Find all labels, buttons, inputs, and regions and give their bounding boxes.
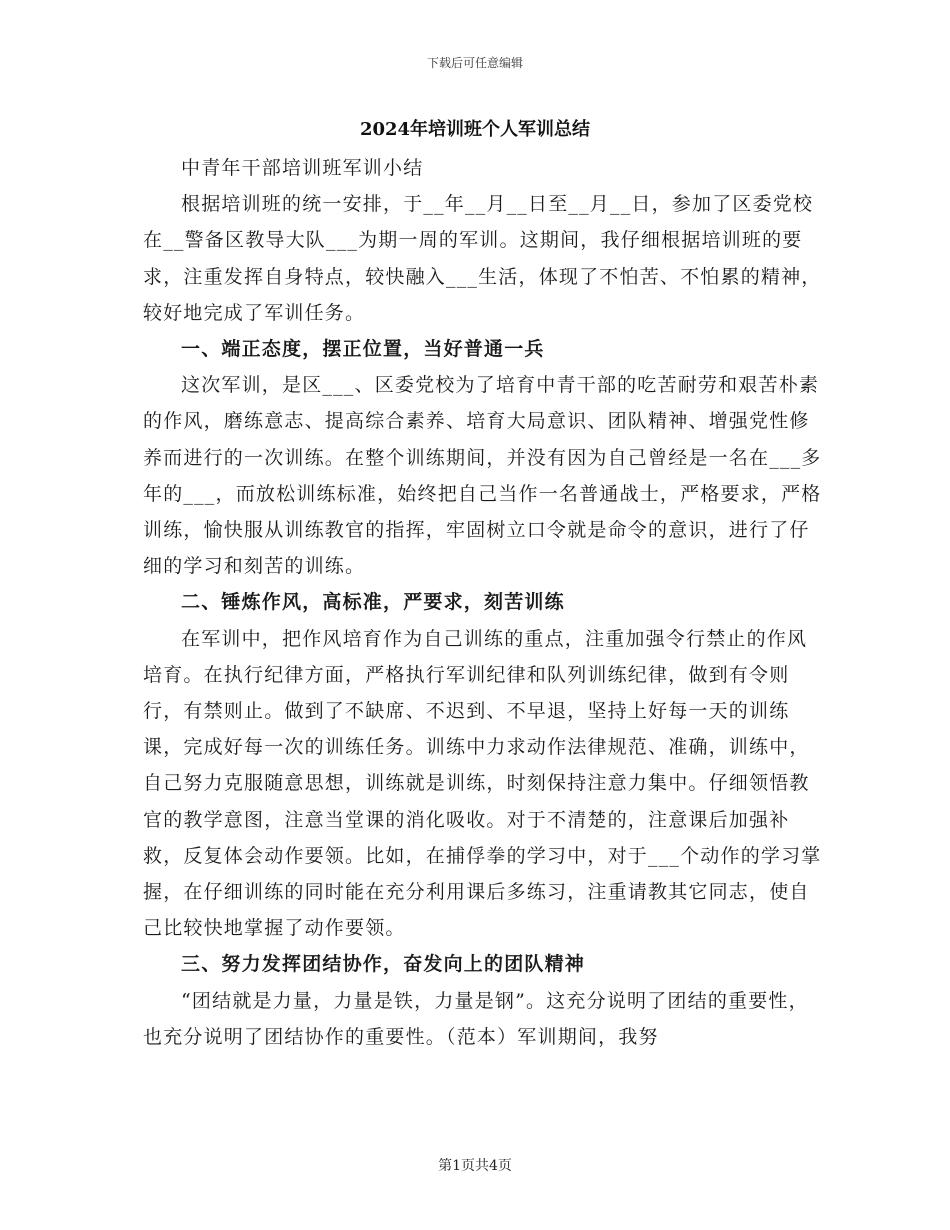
paragraph-section-3: “团结就是力量，力量是铁，力量是钢”。这充分说明了团结的重要性，也充分说明了团结协作的重要性。（范本）军训期间，我努 <box>143 989 809 1048</box>
document-subtitle: 中青年干部培训班军训小结 <box>181 157 424 179</box>
page-header-note: 下载后可任意编辑 <box>426 56 523 70</box>
document-body <box>143 150 823 1055</box>
page-number: 第1页共4页 <box>438 1158 512 1174</box>
paragraph-section-1: 这次军训，是区___、区委党校为了培育中青干部的吃苦耐劳和艰苦朴素的作风，磨练意志、提高综合素养、培育大局意识、团队精神、增强党性修养而进行的一次训练。在整个训练期间，并没有因为自己曾经是一名在___多年的___，而放松训练标准，始终把自己当作一名普通战士，严格要求，严格训练，愉快服从训练教官的指挥，牢固树立口令就是命令的意识，进行了仔细的学习和刻苦的训练。 <box>143 374 822 578</box>
section-heading-2: 二、锤炼作风，高标准，严要求，刻苦训练 <box>181 591 565 614</box>
section-heading-1: 一、端正态度，摆正位置，当好普通一兵 <box>181 338 545 361</box>
document-title: 2024年培训班个人军训总结 <box>359 119 591 140</box>
section-heading-3: 三、努力发挥团结协作，奋发向上的团队精神 <box>181 953 586 976</box>
paragraph-section-2: 在军训中，把作风培育作为自己训练的重点，注重加强令行禁止的作风培育。在执行纪律方面，严格执行军训纪律和队列训练纪律，做到有令则行，有禁则止。做到了不缺席、不迟到、不早退，坚持上好每一天的训练课，完成好每一次的训练任务。训练中力求动作法律规范、准确，训练中，自己努力克服随意思想，训练就是训练，时刻保持注意力集中。仔细领悟教官的教学意图，注意当堂课的消化吸收。对于不清楚的，注意课后加强补救，反复体会动作要领。比如，在捕俘拳的学习中，对于___个动作的学习掌握，在仔细训练的同时能在充分利用课后多练习，注重请教其它同志，使自己比较快地掌握了动作要领。 <box>143 627 822 940</box>
paragraph-intro: 根据培训班的统一安排，于__年__月__日至__月__日，参加了区委党校在__警备区教导大队___为期一周的军训。这期间，我仔细根据培训班的要求，注重发挥自身特点，较快融入___生活，体现了不怕苦、不怕累的精神，较好地完成了军训任务。 <box>143 193 822 324</box>
